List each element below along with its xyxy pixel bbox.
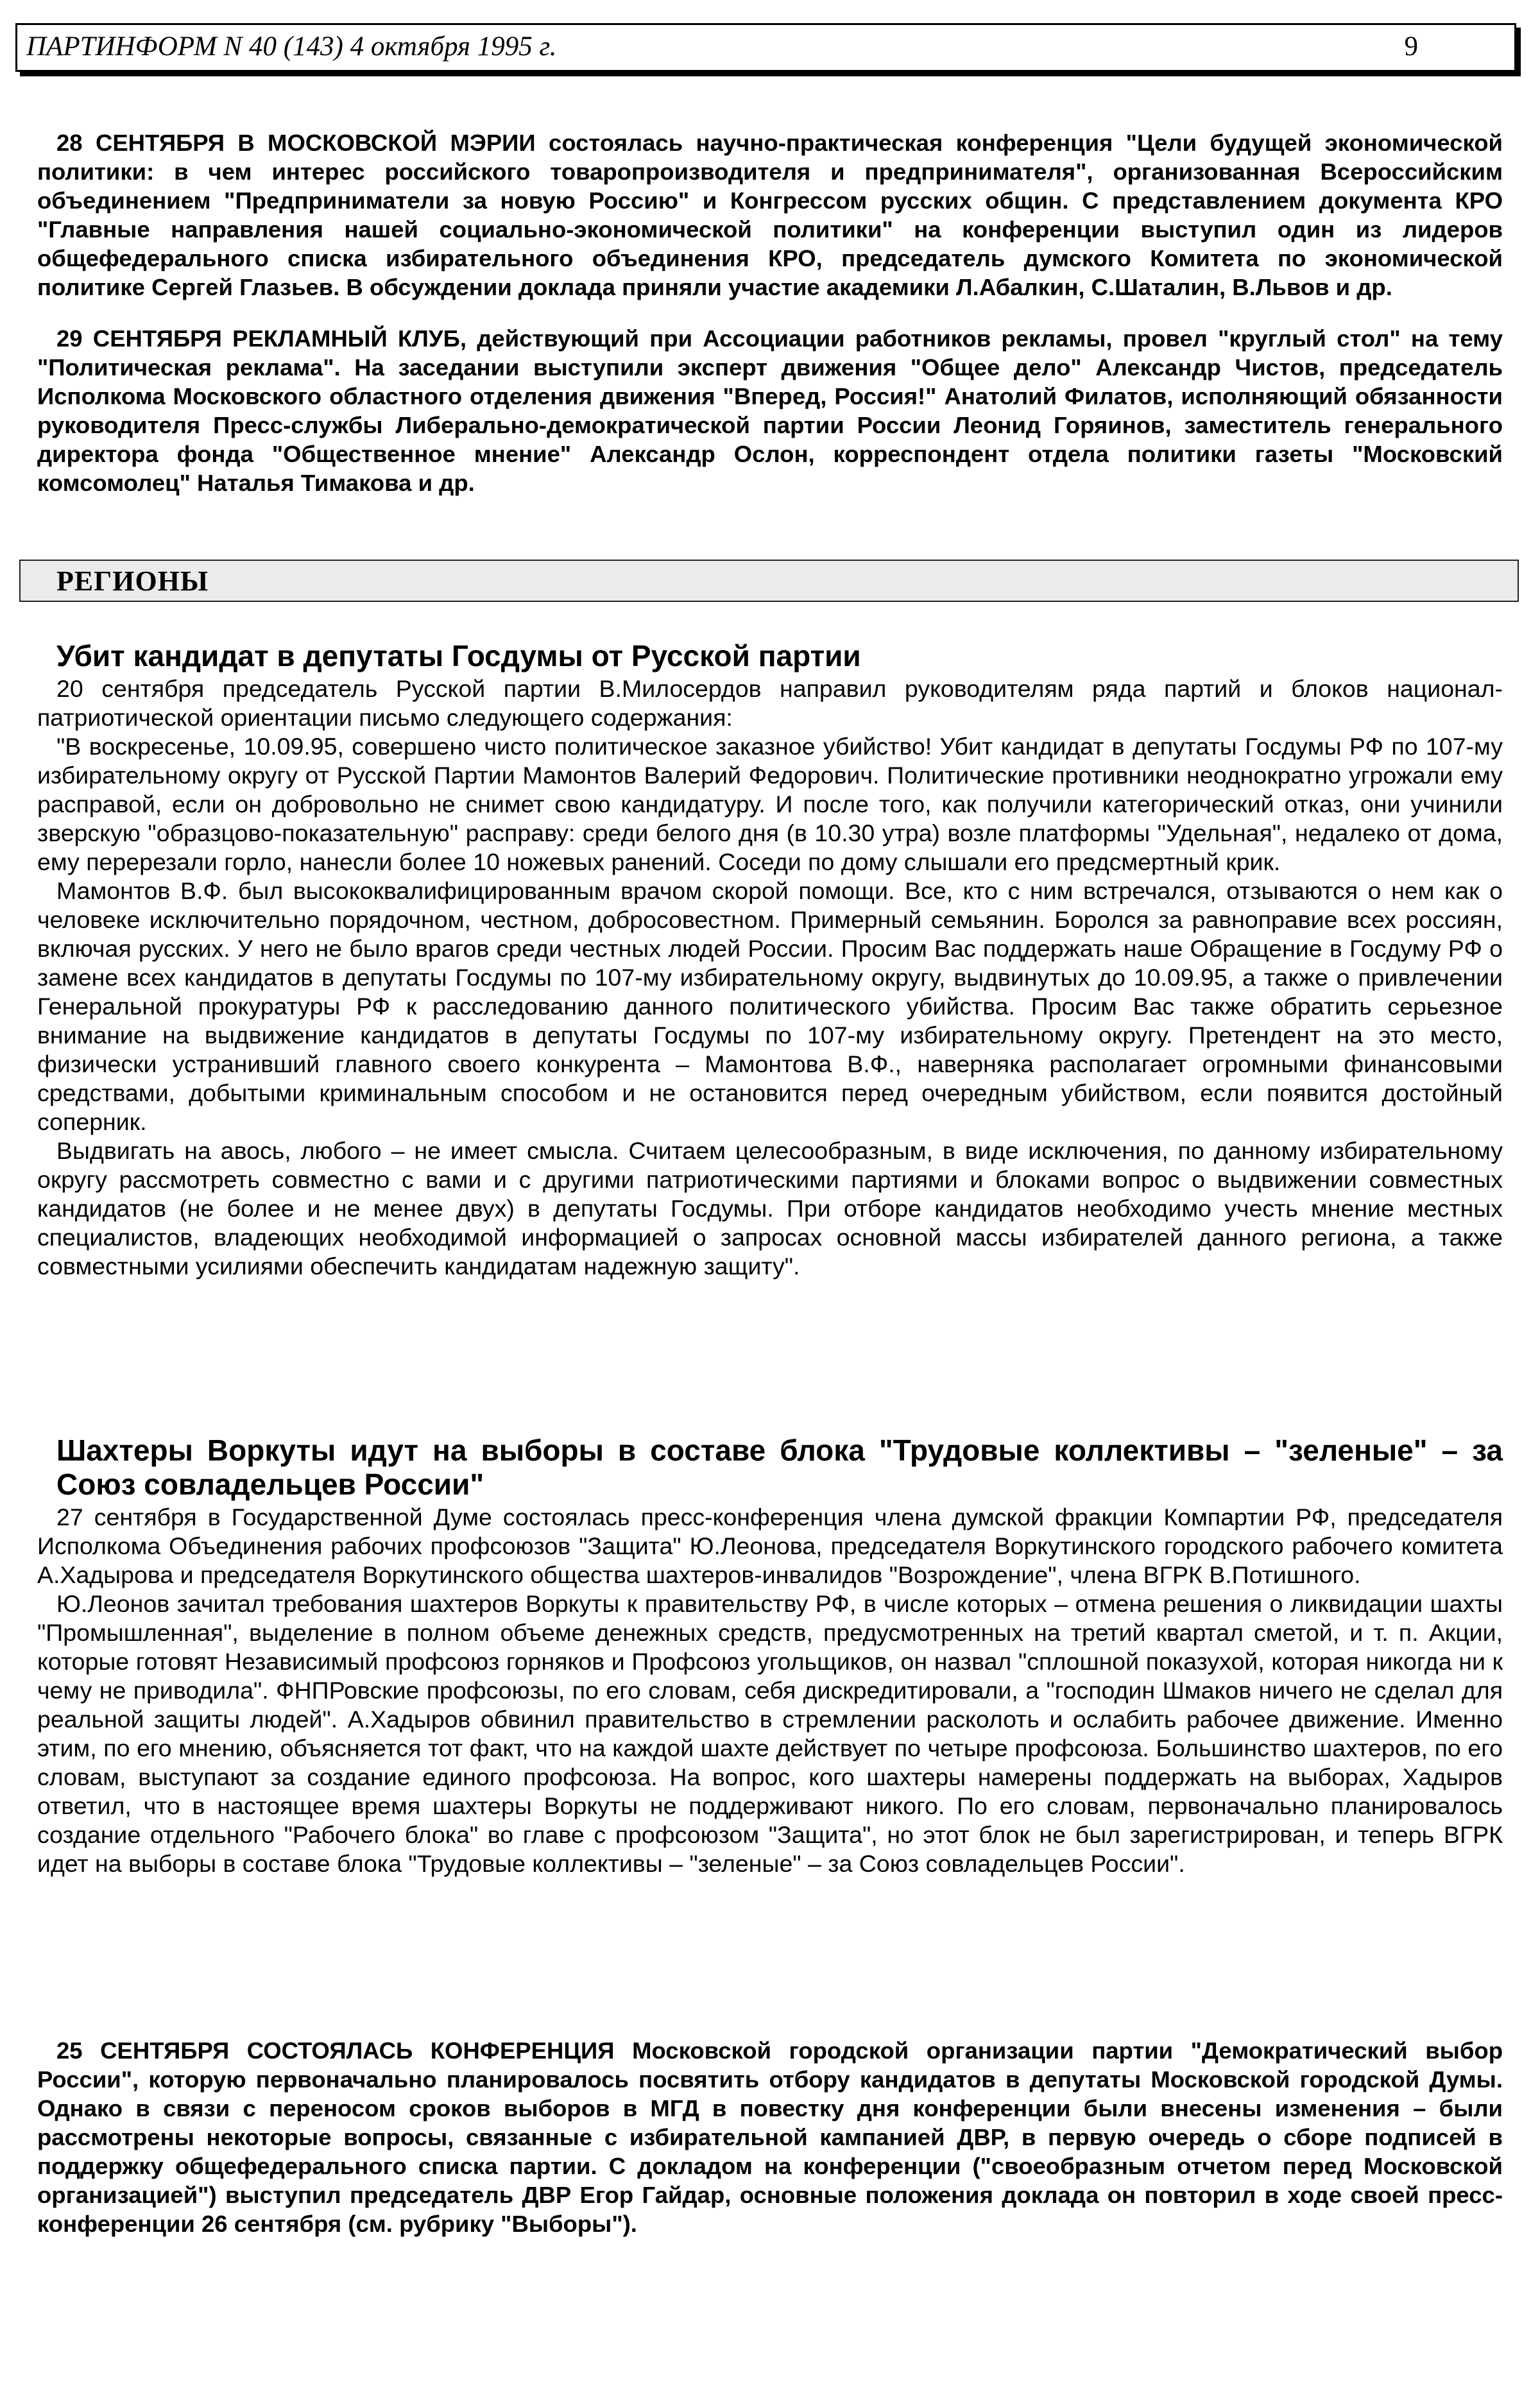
brief-paragraph [37, 128, 1503, 302]
page-header [15, 23, 1516, 72]
brief-lead: 29 СЕНТЯБРЯ РЕКЛАМНЫЙ КЛУБ, [56, 325, 466, 352]
brief-lead: 28 СЕНТЯБРЯ В МОСКОВСКОЙ МЭРИИ [56, 130, 536, 156]
article-paragraph: Мамонтов В.Ф. был высококвалифицированным врачом скорой помощи. Все, кто с ним встречался, отзываются о нем как о человеке исключительно порядочном, честном, добросовестном. Примерный семьянин. Боролся за равноправие всех россиян, включая русских. У него не было врагов среди честных людей России. Просим Вас поддержать наше Обращение в Госдуму РФ о замене всех кандидатов в депутаты Госдумы по 107-му избирательному округу, выдвинутых до 10.09.95, а также о привлечении Генеральной прокуратуры РФ к расследованию данного политического убийства. Просим Вас также обратить серьезное внимание на выдвижение кандидатов в депутаты Госдумы по 107-му избирательному округу. Претендент на это место, физически устранивший главного своего конкурента – Мамонтова В.Ф., наверняка располагает огромными финансовыми средствами, добытыми криминальным способом и не остановится перед очередным убийством, если появится достойный соперник. [37, 877, 1503, 1135]
article-paragraph: Ю.Леонов зачитал требования шахтеров Воркуты к правительству РФ, в числе которых – отмена решения о ликвидации шахты "Промышленная", выделение в полном объеме денежных средств, предусмотренных на третий квартал сметой, и т. п. Акции, которые готовят Независимый профсоюз горняков и Профсоюз угольщиков, он назвал "сплошной показухой, которая никогда ни к чему не приводила". ФНПРовские профсоюзы, по его словам, себя дискредитировали, а "господин Шмаков ничего не сделал для реальной защиты людей". А.Хадыров обвинил правительство в стремлении расколоть и ослабить рабочее движение. Именно этим, по его мнению, объясняется тот факт, что на каждой шахте действует по четыре профсоюза. Большинство шахтеров, по его словам, выступают за создание единого профсоюза. На вопрос, кого шахтеры намерены поддержать на выборах, Хадыров ответил, что в настоящее время шахтеры Воркуты не поддерживают никого. По его словам, первоначально планировалось создание отдельного "Рабочего блока" во главе с профсоюзом "Защита", но этот блок не был зарегистрирован, и теперь ВГРК идет на выборы в составе блока "Трудовые коллективы – "зеленые" – за Союз совладельцев России". [37, 1590, 1503, 1877]
brief-25-september [37, 2036, 1503, 2238]
brief-body: действующий при Ассоциации работников рекламы, провел "круглый стол" на тему "Политическая реклама". На заседании выступили эксперт движения "Общее дело" Александр Чистов, председатель Исполкома Московского областного отделения движения "Вперед, Россия!" Анатолий Филатов, исполняющий обязанности руководителя Пресс-службы Либерально-демократической партии России Леонид Горяинов, заместитель генерального директора фонда "Общественное мнение" Александр Ослон, корреспондент отдела политики газеты "Московский комсомолец" Наталья Тимакова и др. [37, 325, 1503, 496]
article-murdered-candidate [37, 639, 1503, 1281]
brief-28-september [37, 128, 1503, 302]
article-headline: Убит кандидат в депутаты Госдумы от Русской партии [56, 639, 861, 673]
article-paragraph: 20 сентября председатель Русской партии В.Милосердов направил руководителям ряда партий и блоков национал-патриотической ориентации письмо следующего содержания: [37, 675, 1503, 731]
article-paragraph: "В воскресенье, 10.09.95, совершено чисто политическое заказное убийство! Убит кандидат в депутаты Госдумы РФ по 107-му избирательному округу от Русской Партии Мамонтов Валерий Федорович. Политические противники неоднократно угрожали ему расправой, если он добровольно не снимет свою кандидатуру. И после того, как получили категорический отказ, они учинили зверскую "образцово-показательную" расправу: среди белого дня (в 10.30 утра) возле платформы "Удельная", недалеко от дома, ему перерезали горло, нанесли более 10 ножевых ранений. Соседи по дому слышали его предсмертный крик. [37, 733, 1503, 875]
brief-paragraph [37, 324, 1503, 497]
publication-title: ПАРТИНФОРМ N 40 (143) 4 октября 1995 г. [26, 31, 557, 62]
brief-29-september [37, 324, 1503, 497]
brief-body: Московской городской организации партии "Демократический выбор России", которую первоначально планировалось посвятить отбору кандидатов в депутаты Московской городской Думы. Однако в связи с переносом сроков выборов в МГД в повестку дня конференции были внесены изменения – были рассмотрены некоторые вопросы, связанные с избирательной кампанией ДВР, в первую очередь о сборе подписей в поддержку общефедерального списка партии. С докладом на конференции ("своеобразным отчетом перед Московской организацией") выступил председатель ДВР Егор Гайдар, основные положения доклада он повторил в ходе своей пресс-конференции 26 сентября (см. рубрику "Выборы"). [37, 2037, 1503, 2237]
section-label: РЕГИОНЫ [56, 565, 209, 597]
brief-paragraph [37, 2036, 1503, 2238]
article-headline: Шахтеры Воркуты идут на выборы в составе блока "Трудовые коллективы – "зеленые" – за Союз совладельцев России" [56, 1434, 1503, 1501]
brief-body: состоялась научно-практическая конференция "Цели будущей экономической политики: в чем интерес российского товаропроизводителя и предпринимателя", организованная Всероссийским объединением "Предприниматели за новую Россию" и Конгрессом русских общин. С представлением документа КРО "Главные направления нашей социально-экономической политики" на конференции выступил один из лидеров общефедерального списка избирательного объединения КРО, председатель думского Комитета по экономической политике Сергей Глазьев. В обсуждении доклада приняли участие академики Л.Абалкин, С.Шаталин, В.Львов и др. [37, 130, 1503, 300]
article-paragraph: 27 сентября в Государственной Думе состоялась пресс-конференция члена думской фракции Компартии РФ, председателя Исполкома Объединения рабочих профсоюзов "Защита" Ю.Леонова, председателя Воркутинского городского рабочего комитета А.Хадырова и председателя Воркутинского общества шахтеров-инвалидов "Возрождение", члена ВГРК В.Потишного. [37, 1504, 1503, 1588]
article-paragraph: Выдвигать на авось, любого – не имеет смысла. Считаем целесообразным, в виде исключения, по данному избирательному округу рассмотреть совместно с вами и с другими патриотическими партиями и блоками вопрос о выдвижении совместных кандидатов (не более и не менее двух) в депутаты Госдумы. При отборе кандидатов необходимо учесть мнение местных специалистов, владеющих необходимой информацией о запросах основной массы избирателей данного региона, а также совместными усилиями обеспечить кандидатам надежную защиту". [37, 1137, 1503, 1280]
section-header-regions [19, 560, 1519, 602]
article-vorkuta-miners [37, 1434, 1503, 1878]
page-number: 9 [1404, 31, 1418, 62]
brief-lead: 25 СЕНТЯБРЯ СОСТОЯЛАСЬ КОНФЕРЕНЦИЯ [56, 2037, 615, 2064]
